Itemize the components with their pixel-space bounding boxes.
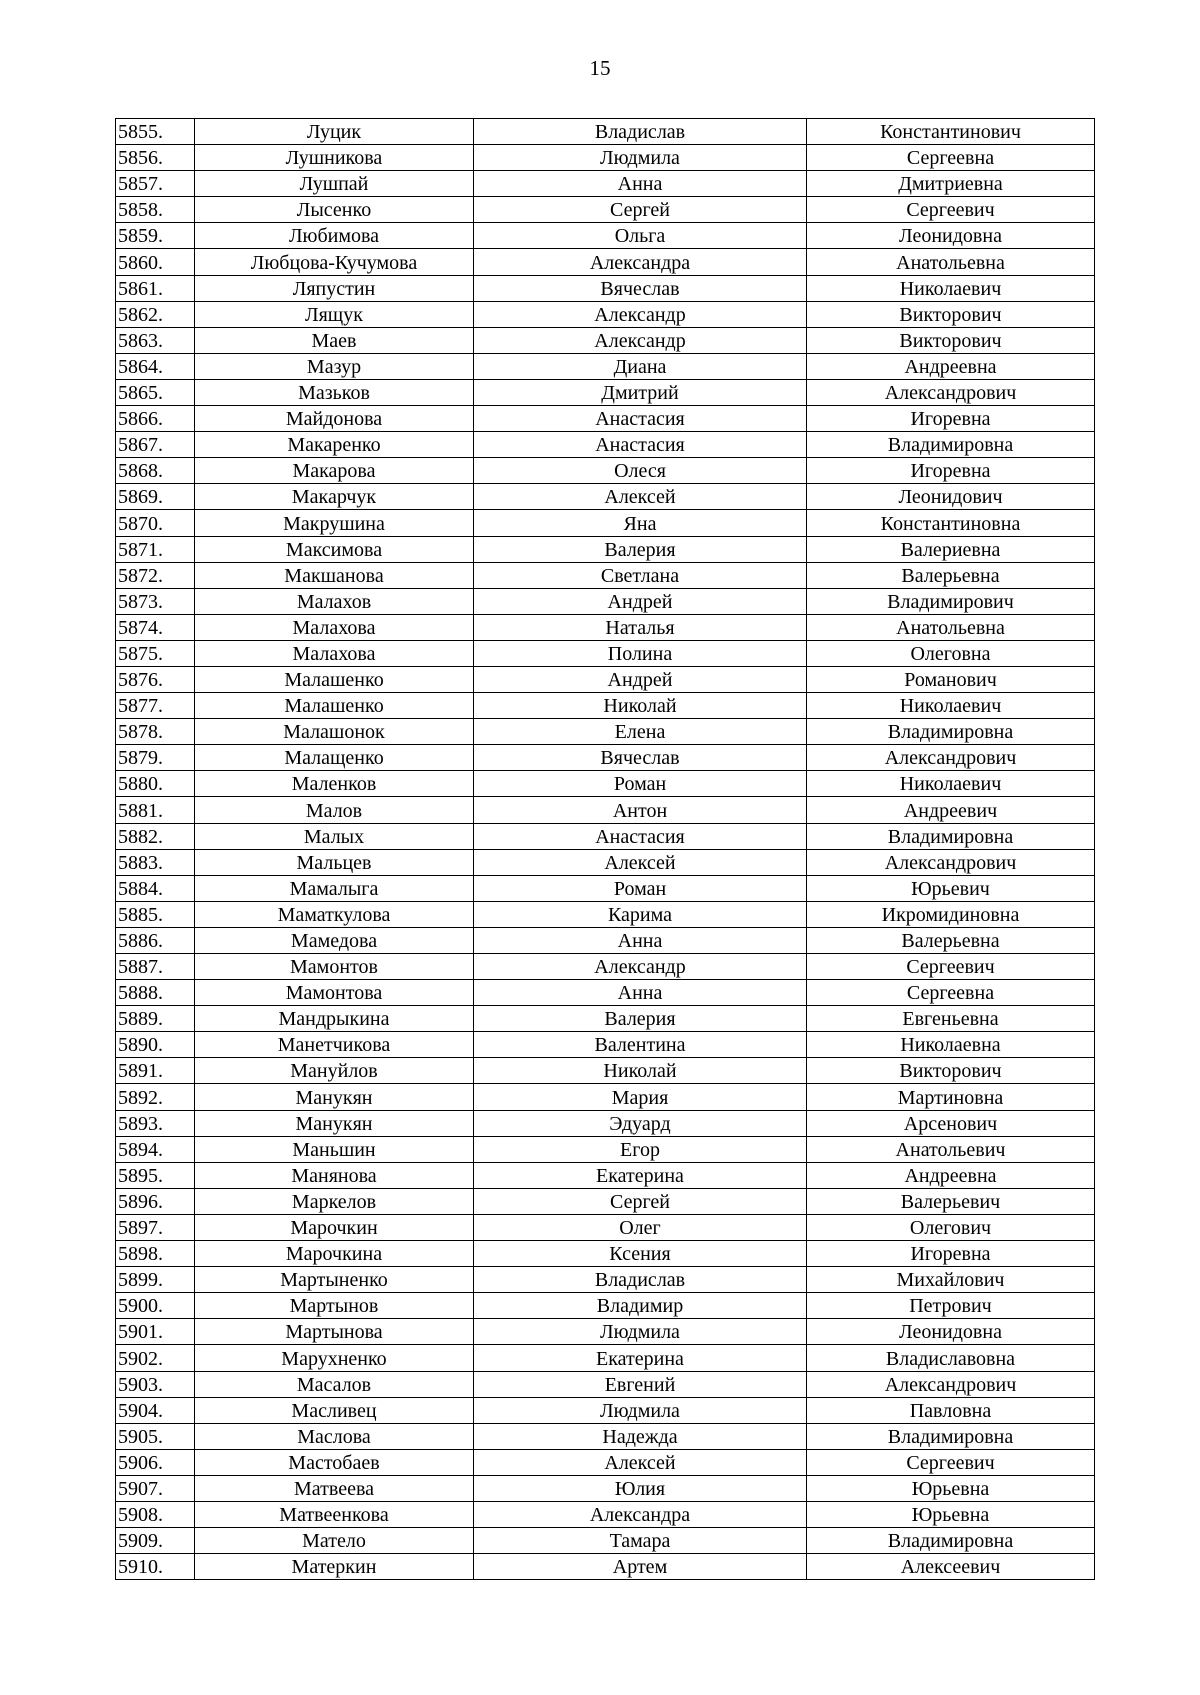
last-name-cell: Макарчук <box>195 484 474 510</box>
row-number-cell: 5858. <box>116 197 195 223</box>
row-number-cell: 5896. <box>116 1188 195 1214</box>
first-name-cell: Карима <box>474 901 807 927</box>
last-name-cell: Матело <box>195 1528 474 1554</box>
last-name-cell: Марочкин <box>195 1214 474 1240</box>
table-row <box>116 1554 1095 1580</box>
last-name-cell: Малахов <box>195 588 474 614</box>
last-name-cell: Малов <box>195 797 474 823</box>
first-name-cell: Алексей <box>474 849 807 875</box>
last-name-cell: Мамонтов <box>195 954 474 980</box>
table-row <box>116 901 1095 927</box>
first-name-cell: Александр <box>474 954 807 980</box>
patronymic-cell: Валерьевна <box>807 562 1095 588</box>
table-row <box>116 353 1095 379</box>
first-name-cell: Полина <box>474 640 807 666</box>
names-table-body <box>116 119 1095 1580</box>
row-number-cell: 5890. <box>116 1032 195 1058</box>
first-name-cell: Ольга <box>474 223 807 249</box>
row-number-cell: 5888. <box>116 980 195 1006</box>
first-name-cell: Валерия <box>474 536 807 562</box>
last-name-cell: Майдонова <box>195 406 474 432</box>
table-row <box>116 1162 1095 1188</box>
patronymic-cell: Евгеньевна <box>807 1006 1095 1032</box>
row-number-cell: 5867. <box>116 432 195 458</box>
row-number-cell: 5906. <box>116 1449 195 1475</box>
first-name-cell: Роман <box>474 771 807 797</box>
first-name-cell: Дмитрий <box>474 379 807 405</box>
table-row <box>116 1475 1095 1501</box>
first-name-cell: Александр <box>474 301 807 327</box>
last-name-cell: Масливец <box>195 1397 474 1423</box>
table-row <box>116 771 1095 797</box>
last-name-cell: Макрушина <box>195 510 474 536</box>
row-number-cell: 5885. <box>116 901 195 927</box>
patronymic-cell: Андреевна <box>807 353 1095 379</box>
patronymic-cell: Владимировна <box>807 432 1095 458</box>
last-name-cell: Лысенко <box>195 197 474 223</box>
row-number-cell: 5866. <box>116 406 195 432</box>
first-name-cell: Александр <box>474 327 807 353</box>
row-number-cell: 5861. <box>116 275 195 301</box>
patronymic-cell: Леонидовна <box>807 223 1095 249</box>
row-number-cell: 5903. <box>116 1371 195 1397</box>
table-row <box>116 1188 1095 1214</box>
patronymic-cell: Игоревна <box>807 458 1095 484</box>
patronymic-cell: Николаевич <box>807 275 1095 301</box>
row-number-cell: 5899. <box>116 1267 195 1293</box>
table-row <box>116 1319 1095 1345</box>
patronymic-cell: Мартиновна <box>807 1084 1095 1110</box>
patronymic-cell: Арсенович <box>807 1110 1095 1136</box>
patronymic-cell: Юрьевич <box>807 875 1095 901</box>
first-name-cell: Владимир <box>474 1293 807 1319</box>
row-number-cell: 5883. <box>116 849 195 875</box>
table-row <box>116 484 1095 510</box>
patronymic-cell: Дмитриевна <box>807 171 1095 197</box>
patronymic-cell: Павловна <box>807 1397 1095 1423</box>
table-row <box>116 875 1095 901</box>
patronymic-cell: Николаевич <box>807 771 1095 797</box>
last-name-cell: Маев <box>195 327 474 353</box>
row-number-cell: 5859. <box>116 223 195 249</box>
patronymic-cell: Икромидиновна <box>807 901 1095 927</box>
patronymic-cell: Сергеевна <box>807 980 1095 1006</box>
patronymic-cell: Владимировна <box>807 823 1095 849</box>
row-number-cell: 5908. <box>116 1501 195 1527</box>
patronymic-cell: Владимирович <box>807 588 1095 614</box>
first-name-cell: Валентина <box>474 1032 807 1058</box>
patronymic-cell: Романович <box>807 666 1095 692</box>
first-name-cell: Анна <box>474 171 807 197</box>
first-name-cell: Александра <box>474 249 807 275</box>
first-name-cell: Мария <box>474 1084 807 1110</box>
row-number-cell: 5907. <box>116 1475 195 1501</box>
row-number-cell: 5876. <box>116 666 195 692</box>
table-row <box>116 1214 1095 1240</box>
table-row <box>116 1032 1095 1058</box>
table-row <box>116 1501 1095 1527</box>
patronymic-cell: Игоревна <box>807 406 1095 432</box>
patronymic-cell: Михайлович <box>807 1267 1095 1293</box>
table-row <box>116 458 1095 484</box>
patronymic-cell: Александрович <box>807 849 1095 875</box>
row-number-cell: 5886. <box>116 927 195 953</box>
row-number-cell: 5874. <box>116 614 195 640</box>
first-name-cell: Вячеслав <box>474 745 807 771</box>
patronymic-cell: Владимировна <box>807 1528 1095 1554</box>
first-name-cell: Людмила <box>474 1397 807 1423</box>
patronymic-cell: Сергеевич <box>807 954 1095 980</box>
row-number-cell: 5897. <box>116 1214 195 1240</box>
first-name-cell: Сергей <box>474 197 807 223</box>
first-name-cell: Светлана <box>474 562 807 588</box>
row-number-cell: 5895. <box>116 1162 195 1188</box>
table-row <box>116 980 1095 1006</box>
row-number-cell: 5862. <box>116 301 195 327</box>
last-name-cell: Мартынов <box>195 1293 474 1319</box>
table-row <box>116 562 1095 588</box>
last-name-cell: Любцова-Кучумова <box>195 249 474 275</box>
last-name-cell: Мазур <box>195 353 474 379</box>
table-row <box>116 327 1095 353</box>
first-name-cell: Анастасия <box>474 406 807 432</box>
first-name-cell: Александра <box>474 1501 807 1527</box>
first-name-cell: Екатерина <box>474 1162 807 1188</box>
last-name-cell: Маматкулова <box>195 901 474 927</box>
last-name-cell: Мартыненко <box>195 1267 474 1293</box>
row-number-cell: 5865. <box>116 379 195 405</box>
last-name-cell: Малахова <box>195 614 474 640</box>
patronymic-cell: Валерьевич <box>807 1188 1095 1214</box>
first-name-cell: Алексей <box>474 484 807 510</box>
table-row <box>116 1006 1095 1032</box>
patronymic-cell: Сергеевич <box>807 1449 1095 1475</box>
row-number-cell: 5901. <box>116 1319 195 1345</box>
last-name-cell: Лящук <box>195 301 474 327</box>
row-number-cell: 5882. <box>116 823 195 849</box>
last-name-cell: Макарова <box>195 458 474 484</box>
first-name-cell: Анастасия <box>474 823 807 849</box>
row-number-cell: 5871. <box>116 536 195 562</box>
first-name-cell: Анастасия <box>474 432 807 458</box>
last-name-cell: Манукян <box>195 1110 474 1136</box>
last-name-cell: Марухненко <box>195 1345 474 1371</box>
table-row <box>116 797 1095 823</box>
table-row <box>116 693 1095 719</box>
table-row <box>116 197 1095 223</box>
last-name-cell: Ляпустин <box>195 275 474 301</box>
last-name-cell: Маслова <box>195 1423 474 1449</box>
patronymic-cell: Юрьевна <box>807 1475 1095 1501</box>
row-number-cell: 5891. <box>116 1058 195 1084</box>
last-name-cell: Малашенко <box>195 693 474 719</box>
row-number-cell: 5904. <box>116 1397 195 1423</box>
table-row <box>116 1371 1095 1397</box>
table-row <box>116 719 1095 745</box>
table-row <box>116 171 1095 197</box>
first-name-cell: Олеся <box>474 458 807 484</box>
patronymic-cell: Викторович <box>807 301 1095 327</box>
table-row <box>116 927 1095 953</box>
first-name-cell: Диана <box>474 353 807 379</box>
patronymic-cell: Владиславовна <box>807 1345 1095 1371</box>
first-name-cell: Алексей <box>474 1449 807 1475</box>
row-number-cell: 5863. <box>116 327 195 353</box>
patronymic-cell: Валериевна <box>807 536 1095 562</box>
table-row <box>116 1397 1095 1423</box>
patronymic-cell: Валерьевна <box>807 927 1095 953</box>
names-table <box>115 118 1095 1580</box>
last-name-cell: Масалов <box>195 1371 474 1397</box>
first-name-cell: Эдуард <box>474 1110 807 1136</box>
last-name-cell: Макаренко <box>195 432 474 458</box>
last-name-cell: Матвеева <box>195 1475 474 1501</box>
row-number-cell: 5864. <box>116 353 195 379</box>
first-name-cell: Валерия <box>474 1006 807 1032</box>
first-name-cell: Наталья <box>474 614 807 640</box>
table-row <box>116 249 1095 275</box>
patronymic-cell: Владимировна <box>807 719 1095 745</box>
last-name-cell: Мандрыкина <box>195 1006 474 1032</box>
first-name-cell: Андрей <box>474 588 807 614</box>
row-number-cell: 5889. <box>116 1006 195 1032</box>
first-name-cell: Сергей <box>474 1188 807 1214</box>
patronymic-cell: Анатольевич <box>807 1136 1095 1162</box>
row-number-cell: 5872. <box>116 562 195 588</box>
first-name-cell: Екатерина <box>474 1345 807 1371</box>
patronymic-cell: Викторович <box>807 1058 1095 1084</box>
first-name-cell: Николай <box>474 1058 807 1084</box>
last-name-cell: Мамедова <box>195 927 474 953</box>
last-name-cell: Мамалыга <box>195 875 474 901</box>
patronymic-cell: Игоревна <box>807 1241 1095 1267</box>
row-number-cell: 5892. <box>116 1084 195 1110</box>
first-name-cell: Людмила <box>474 145 807 171</box>
last-name-cell: Маленков <box>195 771 474 797</box>
table-row <box>116 1110 1095 1136</box>
last-name-cell: Манетчикова <box>195 1032 474 1058</box>
table-row <box>116 823 1095 849</box>
table-row <box>116 1528 1095 1554</box>
row-number-cell: 5905. <box>116 1423 195 1449</box>
row-number-cell: 5909. <box>116 1528 195 1554</box>
table-row <box>116 223 1095 249</box>
table-row <box>116 1423 1095 1449</box>
patronymic-cell: Олеговна <box>807 640 1095 666</box>
row-number-cell: 5868. <box>116 458 195 484</box>
patronymic-cell: Николаевна <box>807 1032 1095 1058</box>
table-row <box>116 614 1095 640</box>
table-row <box>116 406 1095 432</box>
patronymic-cell: Александрович <box>807 379 1095 405</box>
table-row <box>116 145 1095 171</box>
first-name-cell: Надежда <box>474 1423 807 1449</box>
first-name-cell: Олег <box>474 1214 807 1240</box>
row-number-cell: 5900. <box>116 1293 195 1319</box>
patronymic-cell: Анатольевна <box>807 249 1095 275</box>
first-name-cell: Роман <box>474 875 807 901</box>
last-name-cell: Мамонтова <box>195 980 474 1006</box>
first-name-cell: Яна <box>474 510 807 536</box>
patronymic-cell: Андреевич <box>807 797 1095 823</box>
first-name-cell: Андрей <box>474 666 807 692</box>
last-name-cell: Мальцев <box>195 849 474 875</box>
last-name-cell: Марочкина <box>195 1241 474 1267</box>
table-row <box>116 745 1095 771</box>
first-name-cell: Ксения <box>474 1241 807 1267</box>
last-name-cell: Мануйлов <box>195 1058 474 1084</box>
first-name-cell: Николай <box>474 693 807 719</box>
row-number-cell: 5894. <box>116 1136 195 1162</box>
row-number-cell: 5875. <box>116 640 195 666</box>
row-number-cell: 5878. <box>116 719 195 745</box>
table-row <box>116 849 1095 875</box>
last-name-cell: Малых <box>195 823 474 849</box>
row-number-cell: 5902. <box>116 1345 195 1371</box>
first-name-cell: Артем <box>474 1554 807 1580</box>
table-row <box>116 432 1095 458</box>
row-number-cell: 5898. <box>116 1241 195 1267</box>
patronymic-cell: Анатольевна <box>807 614 1095 640</box>
table-row <box>116 119 1095 145</box>
last-name-cell: Малашенко <box>195 666 474 692</box>
last-name-cell: Мартынова <box>195 1319 474 1345</box>
first-name-cell: Анна <box>474 980 807 1006</box>
patronymic-cell: Сергеевич <box>807 197 1095 223</box>
table-row <box>116 1293 1095 1319</box>
table-row <box>116 510 1095 536</box>
row-number-cell: 5877. <box>116 693 195 719</box>
first-name-cell: Анна <box>474 927 807 953</box>
last-name-cell: Манукян <box>195 1084 474 1110</box>
first-name-cell: Евгений <box>474 1371 807 1397</box>
last-name-cell: Лушпай <box>195 171 474 197</box>
table-row <box>116 666 1095 692</box>
last-name-cell: Мастобаев <box>195 1449 474 1475</box>
table-row <box>116 954 1095 980</box>
table-row <box>116 275 1095 301</box>
first-name-cell: Вячеслав <box>474 275 807 301</box>
row-number-cell: 5860. <box>116 249 195 275</box>
first-name-cell: Людмила <box>474 1319 807 1345</box>
row-number-cell: 5855. <box>116 119 195 145</box>
last-name-cell: Максимова <box>195 536 474 562</box>
row-number-cell: 5880. <box>116 771 195 797</box>
row-number-cell: 5856. <box>116 145 195 171</box>
table-row <box>116 1449 1095 1475</box>
row-number-cell: 5887. <box>116 954 195 980</box>
table-row <box>116 301 1095 327</box>
last-name-cell: Матвеенкова <box>195 1501 474 1527</box>
last-name-cell: Маньшин <box>195 1136 474 1162</box>
patronymic-cell: Владимировна <box>807 1423 1095 1449</box>
row-number-cell: 5870. <box>116 510 195 536</box>
table-row <box>116 1058 1095 1084</box>
first-name-cell: Егор <box>474 1136 807 1162</box>
first-name-cell: Антон <box>474 797 807 823</box>
page-number: 15 <box>589 56 611 80</box>
row-number-cell: 5873. <box>116 588 195 614</box>
patronymic-cell: Олегович <box>807 1214 1095 1240</box>
table-row <box>116 536 1095 562</box>
first-name-cell: Тамара <box>474 1528 807 1554</box>
last-name-cell: Макшанова <box>195 562 474 588</box>
patronymic-cell: Константиновна <box>807 510 1095 536</box>
last-name-cell: Малащенко <box>195 745 474 771</box>
first-name-cell: Елена <box>474 719 807 745</box>
last-name-cell: Матеркин <box>195 1554 474 1580</box>
table-row <box>116 1241 1095 1267</box>
patronymic-cell: Викторович <box>807 327 1095 353</box>
patronymic-cell: Петрович <box>807 1293 1095 1319</box>
row-number-cell: 5857. <box>116 171 195 197</box>
patronymic-cell: Николаевич <box>807 693 1095 719</box>
table-row <box>116 1136 1095 1162</box>
last-name-cell: Малахова <box>195 640 474 666</box>
row-number-cell: 5881. <box>116 797 195 823</box>
table-row <box>116 1084 1095 1110</box>
row-number-cell: 5869. <box>116 484 195 510</box>
last-name-cell: Луцик <box>195 119 474 145</box>
last-name-cell: Маркелов <box>195 1188 474 1214</box>
patronymic-cell: Александрович <box>807 1371 1095 1397</box>
table-row <box>116 588 1095 614</box>
row-number-cell: 5910. <box>116 1554 195 1580</box>
patronymic-cell: Константинович <box>807 119 1095 145</box>
patronymic-cell: Сергеевна <box>807 145 1095 171</box>
patronymic-cell: Алексеевич <box>807 1554 1095 1580</box>
row-number-cell: 5884. <box>116 875 195 901</box>
patronymic-cell: Леонидовна <box>807 1319 1095 1345</box>
row-number-cell: 5879. <box>116 745 195 771</box>
patronymic-cell: Леонидович <box>807 484 1095 510</box>
patronymic-cell: Александрович <box>807 745 1095 771</box>
first-name-cell: Владислав <box>474 119 807 145</box>
last-name-cell: Манянова <box>195 1162 474 1188</box>
first-name-cell: Юлия <box>474 1475 807 1501</box>
table-row <box>116 1345 1095 1371</box>
last-name-cell: Лушникова <box>195 145 474 171</box>
table-row <box>116 1267 1095 1293</box>
first-name-cell: Владислав <box>474 1267 807 1293</box>
table-row <box>116 640 1095 666</box>
patronymic-cell: Юрьевна <box>807 1501 1095 1527</box>
last-name-cell: Любимова <box>195 223 474 249</box>
last-name-cell: Малашонок <box>195 719 474 745</box>
patronymic-cell: Андреевна <box>807 1162 1095 1188</box>
table-row <box>116 379 1095 405</box>
row-number-cell: 5893. <box>116 1110 195 1136</box>
last-name-cell: Мазьков <box>195 379 474 405</box>
